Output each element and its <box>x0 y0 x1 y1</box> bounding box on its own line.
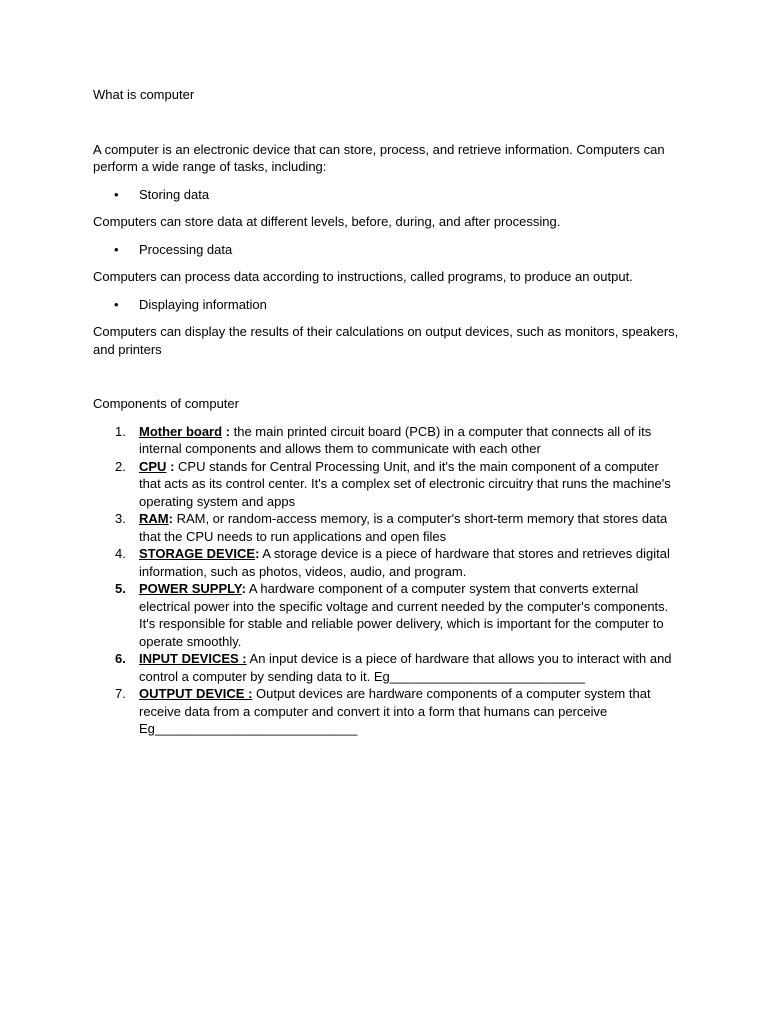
component-term: INPUT DEVICES : <box>139 651 247 666</box>
component-term: Mother board <box>139 423 223 439</box>
component-description: Output devices are hardware components of a computer system that receive data from a computer and convert it into a form that humans can perceive Eg____________________________ <box>139 686 651 736</box>
component-item-ram <box>93 510 683 545</box>
task-label: Processing data <box>139 241 233 257</box>
term-separator: : <box>222 423 231 439</box>
component-term: OUTPUT DEVICE : <box>139 686 253 701</box>
task-label: Storing data <box>139 186 210 202</box>
component-term: CPU <box>139 458 167 474</box>
term-separator: : <box>168 511 173 526</box>
component-item-power-supply <box>93 580 683 650</box>
item-number: 2. <box>115 458 126 474</box>
task-description: Computers can display the results of their calculations on output devices, such as monitors, speakers, and printers <box>93 324 679 357</box>
component-item-output-device <box>93 685 683 738</box>
term-separator: : <box>166 458 175 474</box>
component-item-motherboard <box>93 423 683 458</box>
component-description: A storage device is a piece of hardware that stores and retrieves digital information, such as photos, videos, audio, and program. <box>139 546 670 579</box>
item-number: 7. <box>115 686 126 701</box>
bullet-icon: • <box>114 241 119 257</box>
item-number: 3. <box>115 511 126 526</box>
component-term: POWER SUPPLY <box>139 581 242 596</box>
document-title: What is computer <box>93 87 195 102</box>
component-item-cpu <box>93 458 683 511</box>
task-label: Displaying information <box>139 296 267 312</box>
component-description: An input device is a piece of hardware that allows you to interact with and control a computer by sending data to it. Eg___________________________ <box>139 651 672 684</box>
components-list <box>93 423 683 738</box>
components-heading: Components of computer <box>93 396 239 411</box>
component-description: A hardware component of a computer system that converts external electrical power into the specific voltage and current needed by the computer's components. It's responsible for stable and reliable power delivery, which is important for the computer to operate smoothly. <box>139 581 669 649</box>
task-description: Computers can store data at different levels, before, during, and after processing. <box>93 214 561 229</box>
term-separator: : <box>241 581 246 596</box>
intro-paragraph: A computer is an electronic device that can store, process, and retrieve information. Computers can perform a wide range of tasks, including: <box>93 141 665 174</box>
bullet-icon: • <box>114 186 119 202</box>
component-description: RAM, or random-access memory, is a computer's short-term memory that stores data that the CPU needs to run applications and open files <box>139 511 668 544</box>
item-number: 6. <box>115 651 126 666</box>
document-page <box>93 86 683 738</box>
item-number: 5. <box>115 581 126 596</box>
term-separator: : <box>255 546 260 561</box>
component-term: RAM <box>139 511 169 526</box>
component-description: CPU stands for Central Processing Unit, and it's the main component of a computer that acts as its control center. It's a complex set of electronic circuitry that runs the machine's operating system and apps <box>139 458 671 509</box>
list-item <box>93 241 683 259</box>
item-number: 4. <box>115 546 126 561</box>
item-number: 1. <box>115 423 126 439</box>
component-term: STORAGE DEVICE <box>139 546 256 561</box>
list-item <box>93 296 683 314</box>
component-item-storage-device <box>93 545 683 580</box>
task-description: Computers can process data according to instructions, called programs, to produce an output. <box>93 269 633 284</box>
bullet-icon: • <box>114 296 119 312</box>
component-description: the main printed circuit board (PCB) in a computer that connects all of its internal components and allows them to communicate with each other <box>139 423 652 456</box>
component-item-input-devices <box>93 650 683 685</box>
list-item <box>93 186 683 204</box>
